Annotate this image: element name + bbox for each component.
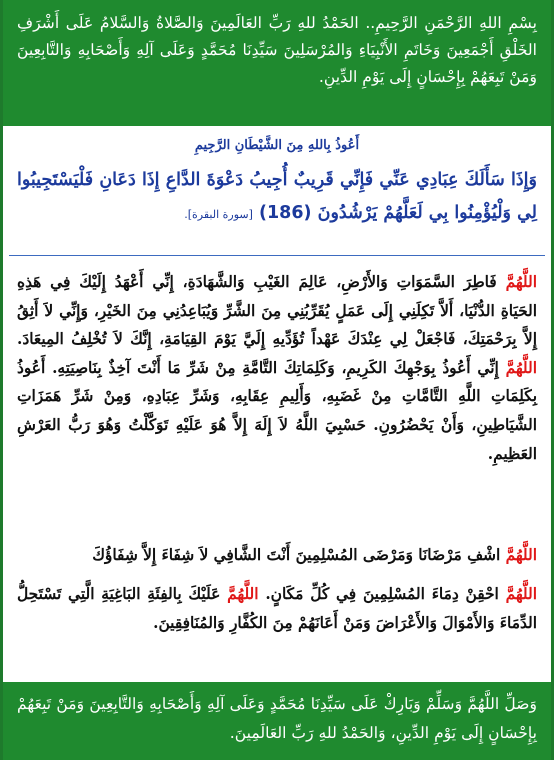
divider-line [9,255,545,256]
supplication-text: اشْفِ مَرْضَانَا وَمَرْضَى المُسْلِمِينَ أَنْتَ الشَّافِي لاَ شِفَاءَ إِلاَّ شِفَاؤُكَ [92,546,506,564]
supplication-paragraph-2 [17,540,537,570]
supplication-paragraph-1 [17,268,537,468]
closing-text: وَصَلِّ اللَّهُمَّ وَسَلِّمْ وَبَارِكْ عَلَى سَيِّدِنَا مُحَمَّدٍ وَعَلَى آلِهِ وَأَصْحَابِهِ وَالتَّابِعِينَ وَمَنْ تَبِعَهُمْ بِإِحْسَانٍ إِلَى يَوْمِ الدِّينِ، وَالحَمْدُ للهِ رَبِّ العَالَمِينَ. [17,695,537,742]
supplication-text: إِنِّي أَعُوذُ بِوَجْهِكَ الكَرِيمِ، وَكَلِمَاتِكَ التَّامَّةِ مِنْ شَرِّ مَا أَنْتَ آخِذٌ بِنَاصِيَتِهِ. أَعُوذُ بِكَلِمَاتِ اللَّهِ التَّامَّاتِ مِنْ غَضَبِهِ، وَأَلِيمِ عِقَابِهِ، وَشَرِّ عِبَادِهِ، وَمِنْ شَرِّ هَمَزَاتِ الشَّيَاطِينِ، وَأَنْ يَحْضُرُونِ. حَسْبِيَ اللَّهُ لاَ إِلَهَ إِلاَّ هُوَ عَلَيْهِ تَوَكَّلْتُ وَهُوَ رَبُّ العَرْشِ العَظِيمِ. [17,358,537,463]
verse-text: وَإِذَا سَأَلَكَ عِبَادِي عَنِّي فَإِنِّي قَرِيبٌ أُجِيبُ دَعْوَةَ الدَّاعِ إِذَا دَعَانِ فَلْيَسْتَجِيبُوا لِي وَلْيُؤْمِنُوا بِي لَعَلَّهُمْ يَرْشُدُونَ [17,170,537,223]
allahumma-red-word: اللَّهُمَّ [227,585,259,603]
allahumma-red-word: اللَّهُمَّ [505,585,537,603]
istiadha-heading: أَعُوذُ بِاللهِ مِنَ الشَّيْطَانِ الرَّجِيمِ [194,138,360,153]
opening-text: بِسْمِ اللهِ الرَّحْمَنِ الرَّحِيمِ.. الحَمْدُ للهِ رَبِّ العَالَمِينَ وَالصَّلاةُ وَالسَّلامُ عَلَى أَشْرَفِ الخَلْقِ أَجْمَعِينَ وَخَاتَمِ الأَنْبِيَاءِ وَالمُرْسَلِينَ سَيِّدِنَا مُحَمَّدٍ وَعَلَى آلِهِ وَأَصْحَابِهِ وَالتَّابِعِينَ وَمَنْ تَبِعَهُمْ بِإِحْسَانٍ إِلَى يَوْمِ الدِّينِ. [17,14,537,86]
allahumma-red-word: اللَّهُمَّ [505,273,537,291]
quran-verse [17,164,537,231]
supplication-paragraph-3 [17,580,537,638]
allahumma-red-word: اللَّهُمَّ [505,358,537,377]
verse-number: (186) [259,203,312,223]
allahumma-red-word: اللَّهُمَّ [505,546,537,564]
supplication-text: فَاطِرَ السَّمَوَاتِ وَالأَرْضِ، عَالِمَ الغَيْبِ وَالشَّهَادَةِ، إِنِّي أَعْهَدُ إِلَيْكَ فِي هَذِهِ الحَيَاةِ الدُّنْيَا، أَلاَّ تَكِلَنِي إِلَى عَمَلٍ يُقَرِّبُنِي مِنَ الشَّرِّ وَيُبَاعِدُنِي مِنَ الخَيْرِ، وَإِنِّي لاَ أَثِقُ إِلاَّ بِرَحْمَتِكَ، فَاجْعَلْ لِي عِنْدَكَ عَهْداً تُؤَدِّيهِ إِلَيَّ يَوْمَ القِيَامَةِ، إِنَّكَ لاَ تُخْلِفُ المِيعَادَ. [17,273,537,349]
opening-banner [3,0,551,126]
closing-banner [3,682,551,760]
supplication-text: عَلَيْكَ بِالفِئَةِ البَاغِيَةِ الَّتِي تَسْتَحِلُّ الدِّمَاءَ وَالأَمْوَالَ وَالأَعْرَاضَ وَمَنْ أَعَانَهُمْ مِنَ الكُفَّارِ وَالمُنَافِقِينَ. [17,585,537,632]
surah-reference: [سورة البقرة]. [184,208,253,221]
supplication-text: احْقِنْ دِمَاءَ المُسْلِمِينَ فِي كُلِّ مَكَانٍ. [258,585,506,603]
